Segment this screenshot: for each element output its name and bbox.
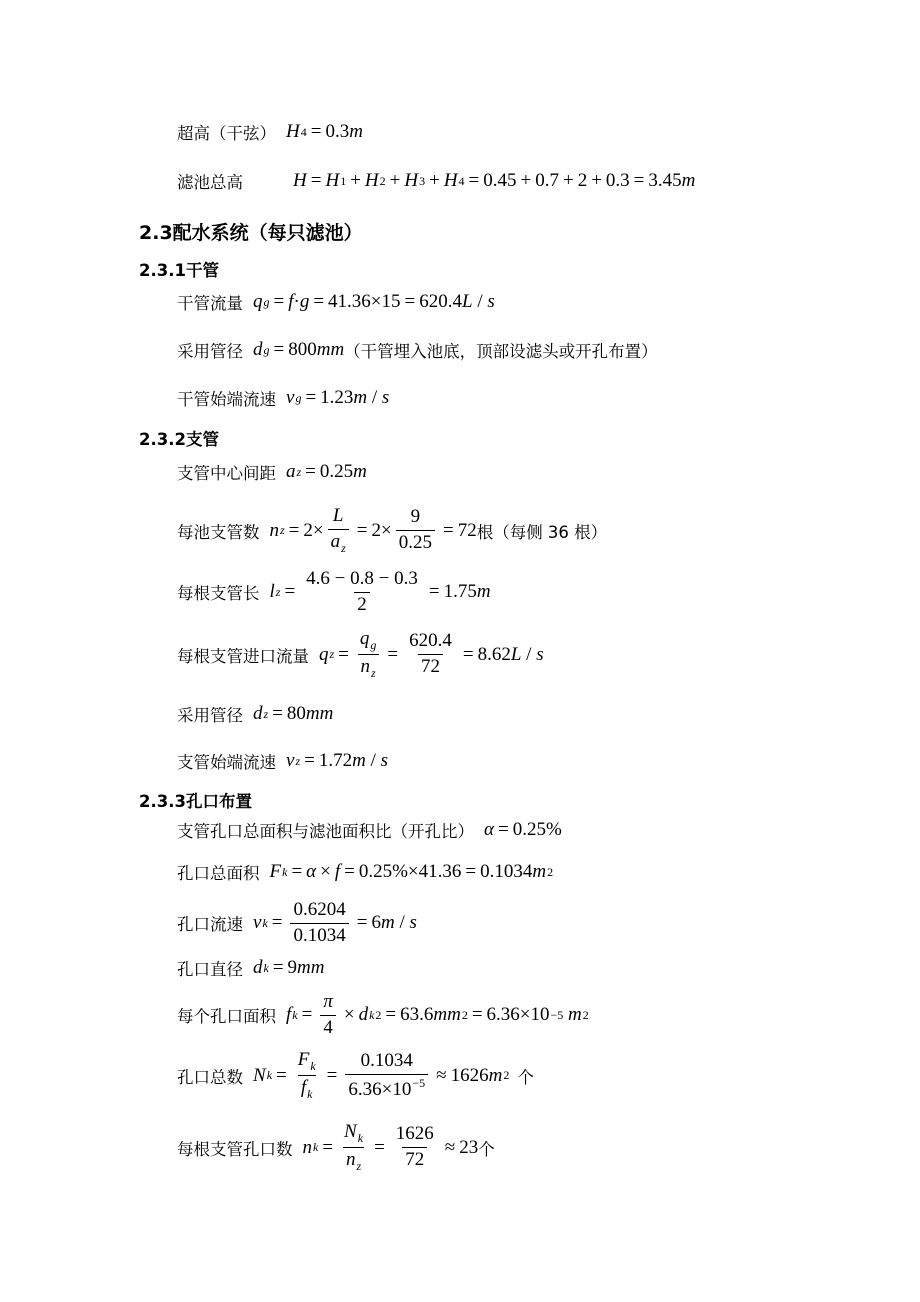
section-2-3-3-heading: 2.3.3孔口布置 — [139, 792, 252, 811]
branch-count-label: 每池支管数 — [177, 522, 260, 542]
branch-count-note: （每侧 36 根） — [493, 522, 608, 542]
branch-count-unit: 根 — [476, 522, 494, 542]
opening-ratio-formula: α = 0.25% — [484, 819, 562, 840]
branch-diameter-formula: d z = 80 mm — [253, 703, 334, 724]
orifices-per-branch-line — [177, 1122, 495, 1173]
orifices-per-branch-label: 每根支管孔口数 — [177, 1139, 293, 1159]
main-pipe-flow-line — [177, 290, 495, 314]
section-2-3-1-heading: 2.3.1干管 — [139, 261, 219, 280]
main-pipe-velocity-formula: v g = 1.23 m / s — [286, 387, 390, 408]
branch-velocity-formula: v z = 1.72 m / s — [286, 750, 388, 771]
freeboard-formula: H 4 = 0.3 m — [286, 121, 363, 142]
total-height-label: 滤池总高 — [177, 173, 243, 192]
branch-spacing-formula: a z = 0.25 m — [286, 461, 367, 482]
single-orifice-area-label: 每个孔口面积 — [177, 1007, 276, 1027]
orifice-diameter-line — [177, 956, 325, 980]
branch-diameter-line — [177, 702, 333, 726]
main-pipe-velocity-line — [177, 386, 389, 410]
opening-ratio-label: 支管孔口总面积与滤池面积比（开孔比） — [177, 822, 474, 841]
branch-velocity-line — [177, 749, 388, 773]
orifice-total-area-label: 孔口总面积 — [177, 864, 260, 883]
opening-ratio-line — [177, 818, 562, 842]
main-pipe-flow-formula: q g = f · g = 41.36×15 = 620.4 L / s — [253, 291, 495, 312]
branch-count-formula: n z = 2× $\frac{L}{a_z}$ = 2× $\frac{9}{0.25}$ = 72 — [269, 505, 477, 555]
section-2-3-2-heading: 2.3.2支管 — [139, 430, 219, 449]
freeboard-label: 超高（干弦） — [177, 124, 276, 143]
single-orifice-area-formula: f k = $\frac{\pi}{4}$ × d k 2 = 63.6 mm 2 = 6.36×10 −5 m 2 — [286, 991, 589, 1038]
orifice-total-area-line — [177, 860, 553, 884]
orifice-velocity-line — [177, 900, 417, 947]
main-pipe-diameter-label: 采用管径 — [177, 342, 243, 361]
branch-spacing-line — [177, 460, 367, 484]
branch-length-formula: l z = $\frac{4.6 - 0.8 - 0.3}{2}$ = 1.75 m — [269, 568, 491, 615]
orifice-total-area-formula: F k = α × f = 0.25%×41.36 = 0.1034 m 2 — [269, 861, 554, 882]
orifice-total-count-unit: 个 — [517, 1067, 534, 1087]
freeboard-line — [177, 120, 363, 144]
branch-length-label: 每根支管长 — [177, 584, 260, 604]
orifice-velocity-formula: v k = $\frac{0.6204}{0.1034}$ = 6 m / s — [253, 899, 417, 946]
orifice-total-count-label: 孔口总数 — [177, 1067, 243, 1087]
main-pipe-diameter-formula: d g = 800 mm — [253, 339, 345, 360]
orifices-per-branch-unit: 个 — [478, 1139, 495, 1159]
main-pipe-diameter-line — [177, 338, 658, 362]
branch-inlet-flow-label: 每根支管进口流量 — [177, 646, 309, 666]
section-2-3-heading: 2.3配水系统（每只滤池） — [139, 222, 363, 244]
total-height-formula: H = H 1 + H 2 + H 3 + H 4 = 0.45 + 0.7 + 2 + 0.3 = 3.45 m — [293, 170, 696, 191]
orifice-diameter-formula: d k = 9 mm — [253, 957, 325, 978]
orifice-velocity-label: 孔口流速 — [177, 915, 243, 935]
orifices-per-branch-formula: n k = $\frac{N_k}{n_z}$ = $\frac{1626}{72}$ ≈ 23 — [302, 1121, 479, 1174]
main-pipe-diameter-note: （干管埋入池底，顶部设滤头或开孔布置） — [344, 342, 658, 361]
orifice-diameter-label: 孔口直径 — [177, 960, 243, 979]
branch-inlet-flow-line — [177, 629, 544, 680]
single-orifice-area-line — [177, 992, 589, 1039]
main-pipe-flow-label: 干管流量 — [177, 294, 243, 313]
branch-diameter-label: 采用管径 — [177, 706, 243, 725]
branch-count-line — [177, 506, 607, 555]
branch-spacing-label: 支管中心间距 — [177, 464, 276, 483]
orifice-total-count-line — [177, 1050, 534, 1101]
branch-inlet-flow-formula: q z = $\frac{q_g}{n_z}$ = $\frac{620.4}{72}$ = 8.62 L / s — [319, 628, 544, 681]
branch-velocity-label: 支管始端流速 — [177, 753, 276, 772]
total-height-line — [177, 169, 695, 193]
orifice-total-count-formula: N k = $\frac{F_k}{f_k}$ = $\frac{0.1034}{6.36\times 10^{-5}}$ ≈ 1626 m 2 — [253, 1049, 510, 1102]
main-pipe-velocity-label: 干管始端流速 — [177, 390, 276, 409]
branch-length-line — [177, 569, 491, 616]
